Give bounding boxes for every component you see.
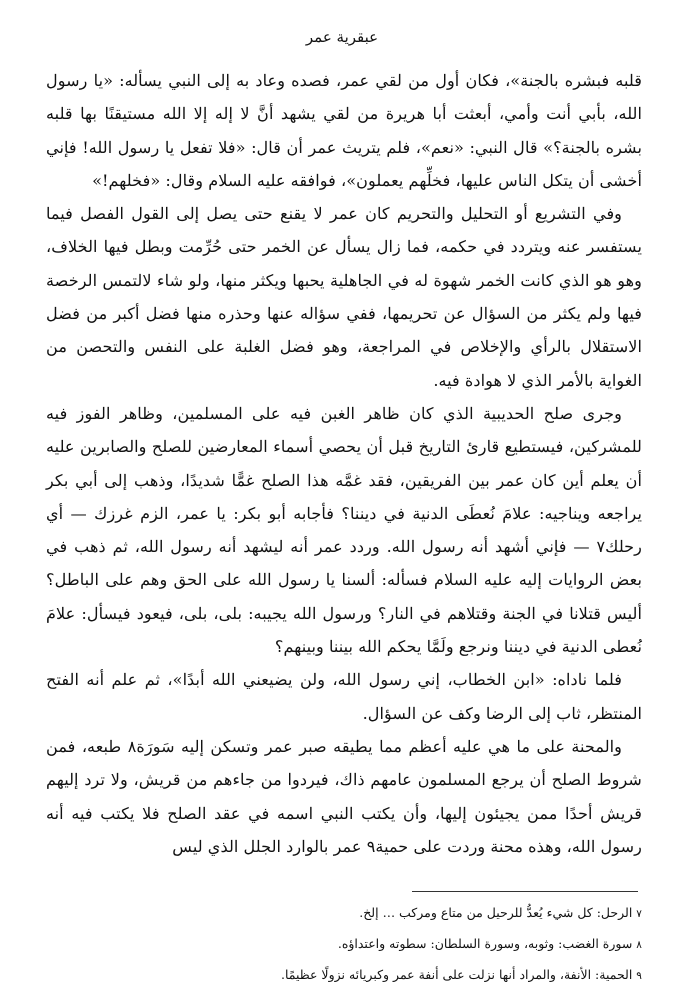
footnote-text: الرحل: كل شيء يُعدُّ للرحيل من متاع ومركب … إلخ.: [359, 905, 633, 920]
running-header: عبقرية عمر: [305, 28, 379, 46]
footnote-marker: ٩: [636, 969, 642, 982]
paragraph-5: والمحنة على ما هي عليه أعظم مما يطيقه صبر عمر وتسكن إليه سَورَة٨ طبعه، فمن شروط الصلح أن يرجع المسلمون عامهم ذاك، فيردوا من جاءهم من قريش، ولا ترد إليهم قريش أحدًا ممن يجيئون إليها، وأن يكتب النبي اسمه في عقد الصلح فلا يكتب فيه أنه رسول الله، وهذه محنة وردت على حمية٩ عمر بالوارد الجلل الذي ليس: [46, 736, 642, 856]
footnotes: [46, 898, 642, 991]
footnote-marker: ٧: [636, 907, 642, 920]
footnote-divider: [412, 891, 638, 892]
body-text: [46, 64, 642, 863]
paragraph-1: قلبه فبشره بالجنة»، فكان أول من لقي عمر، فصده وعاد به إلى النبي يسأله: «يا رسول الله، بأبي أنت وأمي، أبعثت أبا هريرة من لقي يشهد أنَّ لا إله إلا الله مستيقنًا بها قلبه بشره بالجنة؟» قال النبي: «نعم»، فلم يتريث عمر أن قال: «فلا تفعل يا رسول الله! فإني أخشى أن يتكل الناس عليها، فخلِّهم يعملون»، فوافقه عليه السلام وقال: «فخلهم!»: [46, 71, 642, 190]
footnote-text: الحمية: الأنفة، والمراد أنها نزلت على أنفة عمر وكبريائه نزولًا عظيمًا.: [280, 967, 633, 982]
footnote-item: [46, 960, 642, 991]
footnote-item: [46, 898, 642, 929]
footnote-text: سورة الغضب: وثوبه، وسورة السلطان: سطوته واعتداؤه.: [337, 936, 633, 951]
paragraph-4: فلما ناداه: «ابن الخطاب، إني رسول الله، ولن يضيعني الله أبدًا»، ثم علم أنه الفتح المنتظر، ثاب إلى الرضا وكف عن السؤال.: [46, 670, 642, 723]
paragraph-2: وفي التشريع أو التحليل والتحريم كان عمر لا يقنع حتى يصل إلى القول الفصل فيما يستفسر عنه ويتردد في حكمه، فما زال يسأل عن الخمر حتى حُرِّمت وبطل فيها الخلاف، وهو هو الذي كانت الخمر شهوة له في الجاهلية يحبها ويكثر منها، ولو شاء لالتمس الرخصة فيها ولم يكثر من السؤال عن تحريمها، ففي سؤاله عنها وحذره منها فضل أكبر من فضل الاستقلال بالرأي والإخلاص في المراجعة، وهو فضل الغلبة على النفس والتحصن من الغواية بالأمر الذي لا هوادة فيه.: [46, 204, 642, 390]
paragraph-3: وجرى صلح الحديبية الذي كان ظاهر الغبن فيه على المسلمين، وظاهر الفوز فيه للمشركين، فيستطيع قارئ التاريخ قبل أن يحصي أسماء المعارضين للصلح والصابرين عليه أن يعلم أين كان عمر بين الفريقين، فقد غمَّه هذا الصلح غمًّا شديدًا، وذهب إلى أبي بكر يراجعه ويناجيه: علامَ نُعطَى الدنية في ديننا؟ فأجابه أبو بكر: يا عمر، الزم غرزك — أي رحلك٧ — فإني أشهد أنه رسول الله. وردد عمر أنه ليشهد أنه رسول الله، ثم ذهب في بعض الروايات إليه عليه السلام فسأله: ألسنا يا رسول الله على الحق وهم على الباطل؟ أليس قتلانا في الجنة وقتلاهم في النار؟ ورسول الله يجيبه: بلى، بلى، فيعود فيسأل: علامَ نُعطى الدنية في ديننا ونرجع ولَمَّا يحكم الله بيننا وبينهم؟: [46, 403, 642, 657]
footnote-marker: ٨: [636, 938, 642, 951]
footnote-item: [46, 929, 642, 960]
